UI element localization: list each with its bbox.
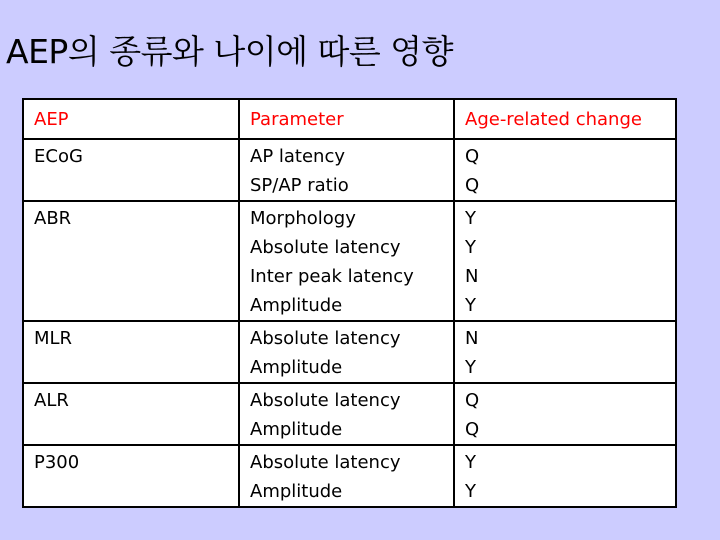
- change-value: Y: [465, 295, 476, 316]
- parameter-item: Absolute latency: [250, 452, 401, 473]
- change-value: Y: [465, 357, 476, 378]
- parameter-item: Absolute latency: [250, 328, 401, 349]
- parameter-item: Morphology: [250, 208, 356, 229]
- aep-name: ECoG: [34, 146, 83, 167]
- parameter-item: Amplitude: [250, 419, 343, 440]
- parameter-item: AP latency: [250, 146, 346, 167]
- change-cell: [454, 445, 676, 507]
- change-cell: [454, 383, 676, 445]
- table-row: [23, 201, 676, 321]
- aep-cell: [23, 201, 239, 321]
- change-value: Q: [465, 390, 480, 411]
- header-parameter: Parameter: [239, 99, 454, 139]
- table-row: [23, 139, 676, 201]
- header-age-related-change: Age-related change: [454, 99, 676, 139]
- change-value: Y: [465, 452, 476, 473]
- change-cell: [454, 139, 676, 201]
- change-cell: [454, 321, 676, 383]
- table-row: [23, 445, 676, 507]
- change-cell: [454, 201, 676, 321]
- parameter-cell: [239, 383, 454, 445]
- table-header-row: [23, 99, 676, 139]
- parameter-item: Absolute latency: [250, 237, 401, 258]
- parameter-item: SP/AP ratio: [250, 175, 349, 196]
- aep-name: ABR: [34, 208, 72, 229]
- change-value: Y: [465, 208, 476, 229]
- change-value: N: [465, 328, 479, 349]
- parameter-item: Amplitude: [250, 295, 343, 316]
- aep-name: P300: [34, 452, 80, 473]
- page-title: AEP의 종류와 나이에 따른 영향: [6, 32, 453, 71]
- parameter-cell: [239, 321, 454, 383]
- parameter-item: Amplitude: [250, 481, 343, 502]
- parameter-item: Inter peak latency: [250, 266, 414, 287]
- parameter-item: Amplitude: [250, 357, 343, 378]
- change-value: Q: [465, 146, 480, 167]
- aep-name: ALR: [34, 390, 69, 411]
- parameter-cell: [239, 445, 454, 507]
- parameter-cell: [239, 201, 454, 321]
- change-value: Y: [465, 481, 476, 502]
- change-value: Y: [465, 237, 476, 258]
- change-value: N: [465, 266, 479, 287]
- aep-table: [22, 98, 677, 508]
- aep-name: MLR: [34, 328, 73, 349]
- table-row: [23, 383, 676, 445]
- parameter-item: Absolute latency: [250, 390, 401, 411]
- aep-cell: [23, 139, 239, 201]
- aep-cell: [23, 321, 239, 383]
- parameter-cell: [239, 139, 454, 201]
- table-body: [23, 139, 676, 507]
- aep-cell: [23, 383, 239, 445]
- change-value: Q: [465, 419, 480, 440]
- header-aep: AEP: [23, 99, 239, 139]
- aep-cell: [23, 445, 239, 507]
- change-value: Q: [465, 175, 480, 196]
- table-row: [23, 321, 676, 383]
